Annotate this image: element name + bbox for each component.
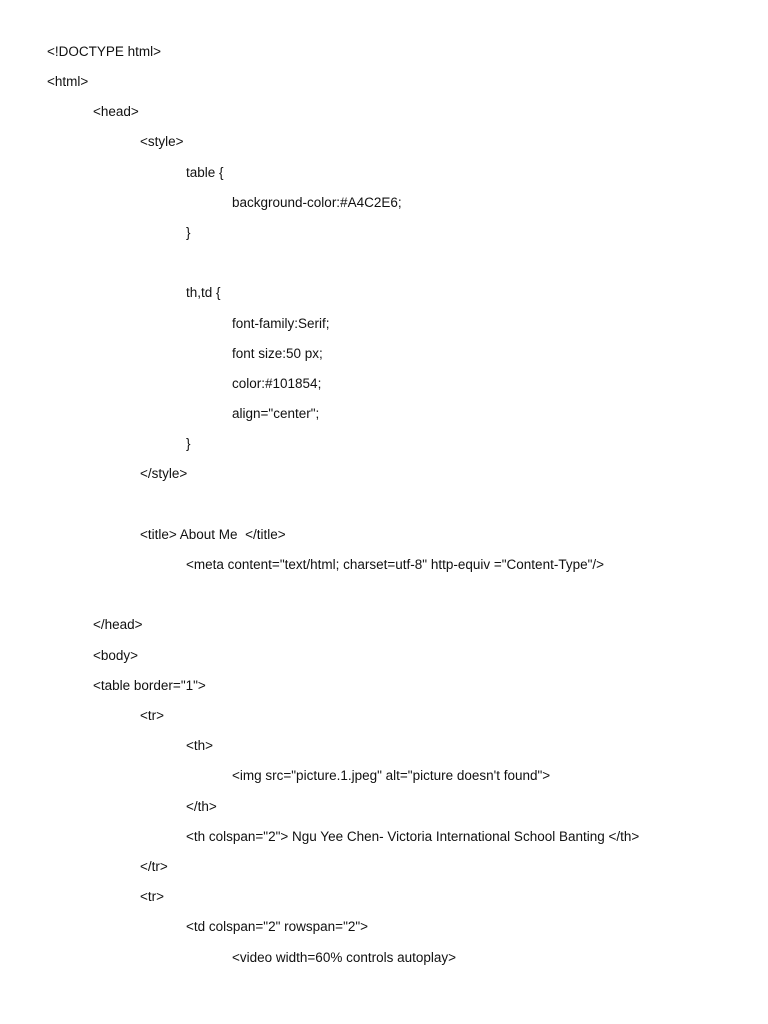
code-line-style-open: <style> [140, 134, 184, 149]
code-line-table-rule: table { [186, 165, 224, 180]
code-line-html-open: <html> [47, 74, 89, 89]
code-line-bg-color: background-color:#A4C2E6; [232, 195, 402, 210]
code-line-tr-open-1: <tr> [140, 708, 165, 723]
code-line-head-open: <head> [93, 104, 139, 119]
code-line-title: <title> About Me </title> [140, 527, 286, 542]
code-line-table-close: } [186, 225, 191, 240]
code-line-head-close: </head> [93, 617, 143, 632]
code-line-thtd-rule: th,td { [186, 285, 221, 300]
code-line-img: <img src="picture.1.jpeg" alt="picture doesn't found"> [232, 768, 551, 783]
code-line-color: color:#101854; [232, 376, 322, 391]
code-line-tr-close: </tr> [140, 859, 168, 874]
code-line-style-close: </style> [140, 466, 188, 481]
code-line-thtd-close: } [186, 436, 191, 451]
code-line-font-family: font-family:Serif; [232, 316, 330, 331]
code-line-th-colspan: <th colspan="2"> Ngu Yee Chen- Victoria International School Banting </th> [186, 829, 640, 844]
code-line-th-open: <th> [186, 738, 214, 753]
code-line-body-open: <body> [93, 648, 139, 663]
code-line-td-open: <td colspan="2" rowspan="2"> [186, 919, 369, 934]
code-line-table-open: <table border="1"> [93, 678, 206, 693]
code-line-tr-open-2: <tr> [140, 889, 165, 904]
code-line-doctype: <!DOCTYPE html> [47, 44, 162, 59]
code-line-th-close: </th> [186, 799, 217, 814]
code-line-meta: <meta content="text/html; charset=utf-8" http-equiv ="Content-Type"/> [186, 557, 605, 572]
code-line-align: align="center"; [232, 406, 320, 421]
code-line-font-size: font size:50 px; [232, 346, 323, 361]
code-line-video: <video width=60% controls autoplay> [232, 950, 457, 965]
